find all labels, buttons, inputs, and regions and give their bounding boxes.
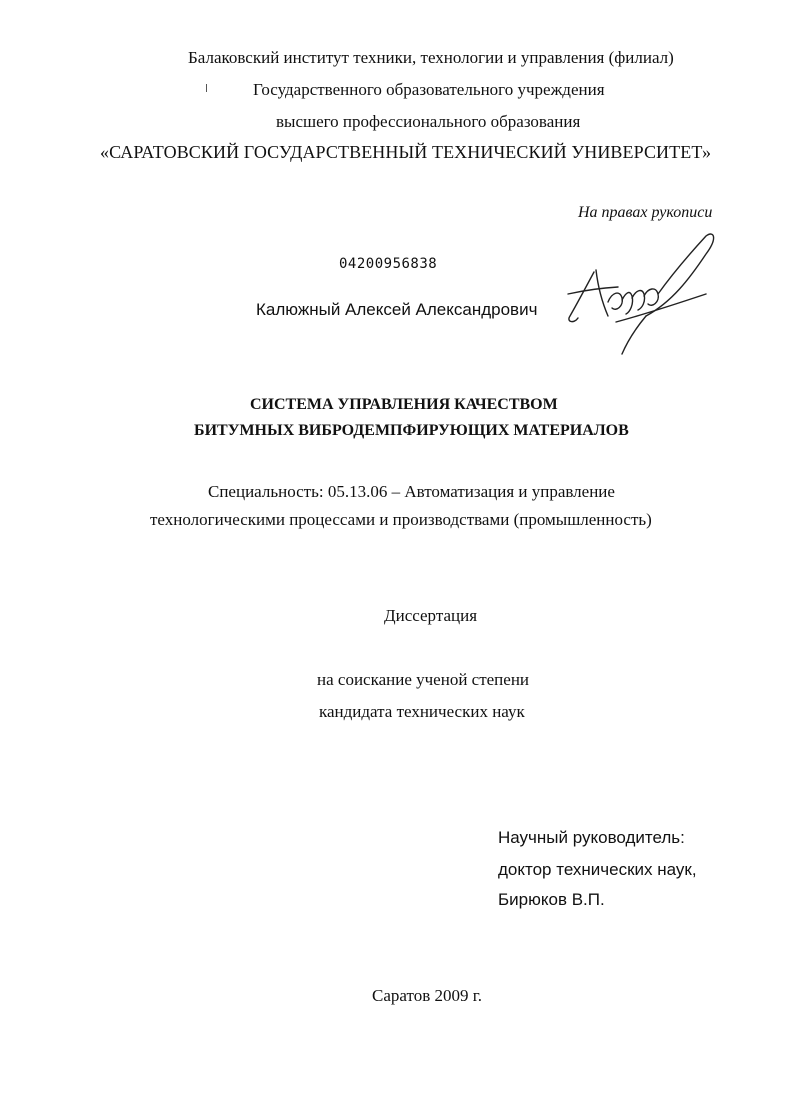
scan-mark [206, 84, 207, 92]
degree-line-1: на соискание ученой степени [317, 670, 530, 689]
supervisor-degree: доктор технических наук, [498, 860, 697, 879]
university-name: «САРАТОВСКИЙ ГОСУДАРСТВЕННЫЙ ТЕХНИЧЕСКИЙ УНИВЕРСИТЕТ» [100, 142, 712, 162]
thesis-title-line-1: СИСТЕМА УПРАВЛЕНИЯ КАЧЕСТВОМ [250, 396, 558, 413]
specialty-line-2: технологическими процессами и производствами (промышленность) [150, 510, 652, 529]
institute-name: Балаковский институт техники, технологии и управления (филиал) [188, 48, 674, 67]
author-signature [556, 232, 726, 362]
institution-type-line: Государственного образовательного учреждения [253, 80, 605, 99]
specialty-line-1: Специальность: 05.13.06 – Автоматизация и управление [208, 482, 615, 501]
supervisor-label: Научный руководитель: [498, 828, 685, 847]
supervisor-name: Бирюков В.П. [498, 890, 605, 909]
author-name: Калюжный Алексей Александрович [256, 300, 538, 319]
manuscript-rights-note: На правах рукописи [578, 204, 713, 221]
education-level-line: высшего профессионального образования [276, 112, 581, 131]
place-and-year: Саратов 2009 г. [372, 986, 483, 1005]
degree-line-2: кандидата технических наук [319, 702, 525, 721]
thesis-title-line-2: БИТУМНЫХ ВИБРОДЕМПФИРУЮЩИХ МАТЕРИАЛОВ [194, 422, 629, 439]
document-type: Диссертация [384, 606, 478, 625]
document-code: 04200956838 [339, 256, 438, 272]
